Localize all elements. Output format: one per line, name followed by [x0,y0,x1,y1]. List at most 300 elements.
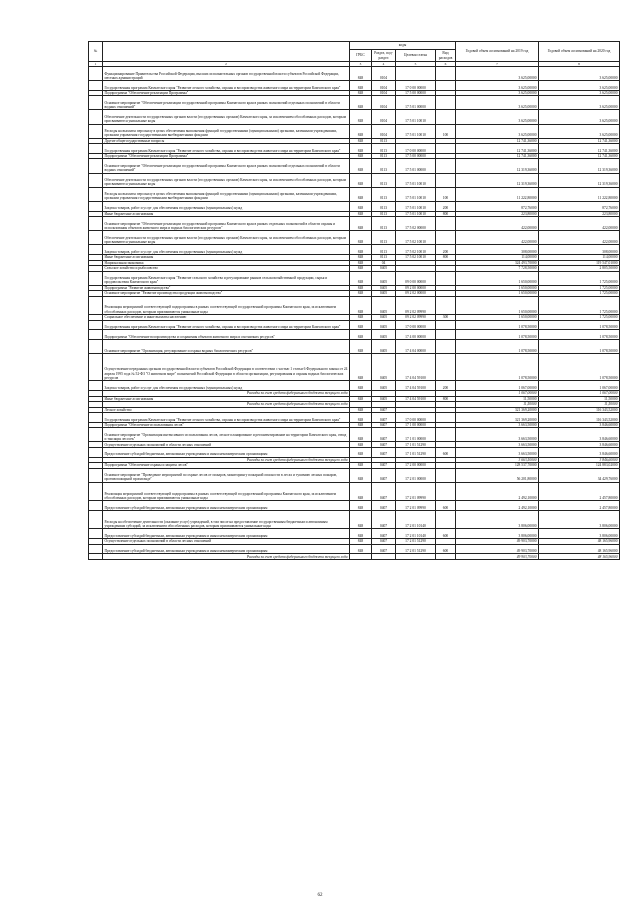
table-row [89,124,620,138]
row-2019: 3 663,50000 [456,447,539,457]
row-2020: 223,80000 [539,211,620,217]
row-number [89,187,103,201]
row-grbs: 848 [350,501,372,511]
row-celevaya: 17 5 01 00000 [396,159,436,173]
row-razdel: 0405 [372,291,396,297]
row-number [89,217,103,231]
row-vid: 600 [436,447,456,457]
row-razdel: 0407 [372,442,396,448]
row-celevaya: 17 1 01 51290 [396,447,436,457]
row-razdel: 0407 [372,463,396,469]
row-number [89,201,103,211]
row-2020: 12 741,36000 [539,144,620,154]
row-razdel: 0104 [372,110,396,124]
row-2020: 12 319,36000 [539,159,620,173]
row-razdel: 0405 [372,340,396,354]
codes-header: коды [350,42,456,50]
row-name: Предоставление субсидий бюджетным, автономным учреждениям и иным некоммерческим организациям [103,447,350,457]
row-2019: 1 078,50000 [456,340,539,354]
row-2019: 128 537,70000 [456,463,539,469]
column-number: 6 [436,62,456,67]
row-vid: 600 [436,501,456,511]
row-name: Закупка товаров, работ и услуг для обеспечения государственных (муниципальных) нужд [103,381,350,391]
row-name: Закупка товаров, работ и услуг для обеспечения государственных (муниципальных) нужд [103,201,350,211]
row-number [89,159,103,173]
row-celevaya: 17 0 00 00000 [396,81,436,91]
row-grbs: 848 [350,159,372,173]
row-2019: 1 067,00000 [456,381,539,391]
row-vid [436,330,456,340]
row-number [89,173,103,187]
row-razdel: 0113 [372,245,396,255]
row-name: Государственная программа Камчатского края "Развитие лесного хозяйства, охраны и воспроизводства животного мира на территории Камчатского края" [103,413,350,423]
row-2020: 11 222,80000 [539,187,620,201]
row-razdel: 0407 [372,468,396,482]
row-razdel: 0113 [372,144,396,154]
row-name: Иные бюджетные ассигнования [103,396,350,402]
row-celevaya: 17 5 00 00000 [396,153,436,159]
table-row [89,501,620,511]
row-celevaya: 09 2 00 00000 [396,285,436,291]
row-celevaya [396,67,436,81]
row-vid [436,144,456,154]
table-row [89,320,620,330]
row-razdel: 0113 [372,255,396,261]
row-2020: 422,00000 [539,217,620,231]
row-2020: 2 457,80000 [539,482,620,500]
row-celevaya: 17 5 01 00000 [396,96,436,110]
table-row [89,544,620,554]
row-razdel: 0407 [372,428,396,442]
row-2019: 49 903,70000 [456,544,539,554]
budget-table-sheet [88,41,619,560]
row-name: Социальное обеспечение и иные выплаты населению [103,315,350,321]
row-2020: 3 625,00000 [539,81,620,91]
row-razdel: 0113 [372,201,396,211]
row-2019: 1 650,00000 [456,285,539,291]
row-name: Подпрограмма "Обеспечение охраны и защиты лесов" [103,463,350,469]
row-2019: 3 625,00000 [456,90,539,96]
row-celevaya: 17 2 01 00000 [396,468,436,482]
row-grbs: 848 [350,413,372,423]
row-grbs: 848 [350,320,372,330]
row-2020: 12 741,36000 [539,153,620,159]
row-grbs: 848 [350,330,372,340]
col-celevaya-header: Целевая статья [396,50,436,62]
table-row [89,529,620,539]
row-grbs: 848 [350,381,372,391]
row-grbs: 848 [350,271,372,285]
row-name: Государственная программа Камчатского края "Развитие сельского хозяйства и регулирование рынков сельскохозяйственной продукции, сырья и продовольствия Камчатского края" [103,271,350,285]
row-2020: 12 319,36000 [539,173,620,187]
row-razdel [372,554,396,560]
row-grbs: 848 [350,231,372,245]
row-name: Основное мероприятие "Обеспечение реализации государственной программы Камчатского края в рамках полномочий отдельных полномочий в области водных отношений" [103,96,350,110]
row-vid: 200 [436,201,456,211]
row-vid [436,173,456,187]
row-celevaya: 17 5 02 10010 [396,245,436,255]
row-2019: 1 650,00000 [456,296,539,314]
row-grbs: 848 [350,245,372,255]
row-name: Другие общегосударственные вопросы [103,138,350,144]
table-row [89,447,620,457]
row-2020: 48 165,96000 [539,554,620,560]
row-2020: 3 846,60000 [539,457,620,463]
table-row [89,468,620,482]
row-2019: 1 078,50000 [456,354,539,381]
row-razdel: 0407 [372,482,396,500]
row-grbs: 848 [350,442,372,448]
row-grbs: 848 [350,447,372,457]
row-grbs: 848 [350,291,372,297]
row-name: Иные бюджетные ассигнования [103,255,350,261]
table-row [89,340,620,354]
row-number [89,96,103,110]
row-name: Иные бюджетные ассигнования [103,211,350,217]
col-razdel-header: Раздел, под-раздел [372,50,396,62]
row-vid: 600 [436,529,456,539]
row-razdel: 0113 [372,153,396,159]
row-razdel: 0405 [372,354,396,381]
row-name: Предоставление субсидий бюджетным, автономным учреждениям и иным некоммерческим организациям [103,529,350,539]
row-grbs: 848 [350,217,372,231]
row-vid: 100 [436,124,456,138]
row-vid [436,231,456,245]
row-2020: 124 883,02000 [539,463,620,469]
table-row [89,482,620,500]
row-2020: 1 078,50000 [539,330,620,340]
row-celevaya: 17 2 01 10140 [396,529,436,539]
row-razdel: 0407 [372,544,396,554]
row-2020: 3 625,00000 [539,96,620,110]
row-razdel: 0113 [372,173,396,187]
row-number [89,381,103,391]
row-vid: 800 [436,396,456,402]
table-row [89,217,620,231]
row-name: Предоставление субсидий бюджетным, автономным учреждениям и иным некоммерческим организациям [103,501,350,511]
row-2020: 422,00000 [539,231,620,245]
row-2020: 1 078,50000 [539,354,620,381]
table-row [89,381,620,391]
row-2019: 3 625,00000 [456,67,539,81]
row-razdel: 0405 [372,285,396,291]
row-celevaya: 17 2 01 09990 [396,482,436,500]
table-row [89,67,620,81]
row-2020: 34 429,76000 [539,468,620,482]
row-number [89,144,103,154]
row-razdel: 0405 [372,330,396,340]
table-row [89,271,620,285]
row-2019: 3 663,50000 [456,442,539,448]
row-grbs: 848 [350,296,372,314]
row-2020: 11,50000 [539,402,620,408]
column-number: 5 [396,62,436,67]
row-name: Основное мероприятие "Проведение мероприятий по охране лесов от пожаров, мониторингу пожарной опасности в лесах и тушению лесных пожаров, противопожарной пропаганде" [103,468,350,482]
row-celevaya: 17 4 00 00000 [396,330,436,340]
row-2019: 3 806,00000 [456,510,539,528]
row-2019: 3 663,50000 [456,428,539,442]
row-razdel: 04 [372,260,396,266]
row-number [89,67,103,81]
col-num-header: № [89,42,103,62]
table-row [89,554,620,560]
table-row [89,81,620,91]
row-2019: 1 078,50000 [456,320,539,330]
row-grbs: 848 [350,396,372,402]
row-grbs: 848 [350,468,372,482]
row-razdel: 0113 [372,138,396,144]
row-name: Основное мероприятие "Обеспечение реализации государственной программы Камчатского края в рамках отдельных полномочий в области охраны и использования объектов животного мира и водных биологических ресурсов" [103,217,350,231]
row-celevaya: 17 4 04 59100 [396,396,436,402]
row-name: Обеспечение деятельности государственных органов власти (государственных органов) Камчатского края, за исключением обособленных расходов, которым присваиваются уникальные коды [103,231,350,245]
row-vid [436,510,456,528]
row-2020: 3 625,00000 [539,110,620,124]
table-row [89,245,620,255]
row-2020: 11,50000 [539,396,620,402]
row-celevaya: 17 5 00 00000 [396,90,436,96]
column-number: 4 [372,62,396,67]
row-2020: 3 846,60000 [539,422,620,428]
row-grbs: 848 [350,260,372,266]
row-2019: 324 493,70000 [456,260,539,266]
row-2020: 3 806,00000 [539,529,620,539]
row-2019: 422,00000 [456,231,539,245]
row-name: Обеспечение деятельности государственных органов власти (государственных органов) Камчатского края, за исключением обособленных расходов, которым присваиваются уникальные коды [103,110,350,124]
row-razdel: 0407 [372,539,396,545]
row-2019: 321 369,20000 [456,413,539,423]
row-name: Государственная программа Камчатского края "Развитие лесного хозяйства, охраны и воспроизводства животного мира на территории Камчатского края" [103,81,350,91]
row-2020: 1 067,00000 [539,391,620,397]
row-grbs: 848 [350,201,372,211]
row-vid [436,96,456,110]
row-2020: 3 846,60000 [539,442,620,448]
row-name: Обеспечение деятельности государственных органов власти (государственных органов) Камчатского края, за исключением обособленных расходов, которым присваиваются уникальные коды [103,173,350,187]
row-name: Осуществление отдельных полномочий в области лесных отношений [103,442,350,448]
column-number: 2 [103,62,350,67]
row-number [89,428,103,442]
row-grbs: 848 [350,96,372,110]
row-name: Подпрограмма "Обеспечение реализации Программы" [103,90,350,96]
row-number [89,330,103,340]
row-vid: 300 [436,315,456,321]
row-2020: 3 806,00000 [539,510,620,528]
table-row [89,231,620,245]
row-name: Государственная программа Камчатского края "Развитие лесного хозяйства, охраны и воспроизводства животного мира на территории Камчатского края" [103,144,350,154]
row-2019: 12 741,36000 [456,153,539,159]
col-2019-header: Годовой объем ассигнований на 2019 год [456,42,539,62]
row-2020: 119 547,01000 [539,260,620,266]
row-name: Расходы на обеспечение деятельности (оказание услуг) учреждений, в том числе на предоставление государственным бюджетным и автономным учреждениям субсидий, за исключением обособленных расходов, которым присваиваются уникальные коды [103,510,350,528]
row-2019: 3 625,00000 [456,124,539,138]
row-grbs: 848 [350,90,372,96]
row-number [89,231,103,245]
row-grbs: 848 [350,510,372,528]
row-razdel: 0405 [372,296,396,314]
row-grbs: 848 [350,81,372,91]
row-name: Основное мероприятие "Развитие производства продукции животноводства" [103,291,350,297]
row-celevaya: 17 4 04 59100 [396,354,436,381]
row-razdel: 0405 [372,320,396,330]
row-2020: 48 165,96000 [539,539,620,545]
row-2019: 3 625,00000 [456,96,539,110]
row-name: Функционирование Правительства Российской Федерации, высших исполнительных органов государственной власти субъектов Российской Федерации, местных администраций [103,67,350,81]
row-vid: 600 [436,544,456,554]
row-celevaya: 17 0 00 00000 [396,413,436,423]
row-number [89,320,103,330]
row-celevaya: 17 2 01 09990 [396,501,436,511]
row-2020: 2 457,80000 [539,501,620,511]
row-razdel: 0113 [372,217,396,231]
row-celevaya: 17 5 01 10010 [396,201,436,211]
row-grbs: 848 [350,138,372,144]
row-grbs: 848 [350,482,372,500]
row-name: Расходы за счет средств федерального бюджета текущего года [103,402,350,408]
row-razdel: 0407 [372,422,396,428]
row-vid [436,271,456,285]
row-celevaya: 17 2 01 51290 [396,539,436,545]
row-celevaya: 17 0 00 00000 [396,320,436,330]
table-row [89,159,620,173]
row-vid [436,296,456,314]
row-name: Сельское хозяйство и рыболовство [103,266,350,272]
row-number [89,110,103,124]
row-razdel: 0104 [372,90,396,96]
row-2020: 3 846,60000 [539,428,620,442]
row-vid [436,428,456,442]
row-2019: 2 492,10000 [456,501,539,511]
row-2020: 48 165,96000 [539,544,620,554]
row-celevaya: 17 5 01 10010 [396,110,436,124]
table-row [89,96,620,110]
row-vid [436,340,456,354]
row-grbs: 848 [350,315,372,321]
row-name: Осуществление отдельных полномочий в области лесных отношений [103,539,350,545]
row-razdel: 0407 [372,501,396,511]
row-number [89,296,103,314]
row-vid: 100 [436,187,456,201]
row-number [89,529,103,539]
row-2019: 872,76000 [456,201,539,211]
row-grbs: 848 [350,544,372,554]
row-celevaya: 17 4 04 59100 [396,381,436,391]
row-name: Расходы за счет средств федерального бюджета текущего года [103,457,350,463]
row-celevaya: 17 5 02 10010 [396,255,436,261]
row-name: Расходы на выплаты персоналу в целях обеспечения выполнения функций государственными (муниципальными) органами, казенными учреждениями, органами управления государственными внебюджетными фондами [103,187,350,201]
row-grbs: 848 [350,110,372,124]
row-2019: 308,00000 [456,245,539,255]
row-2020: 308,00000 [539,245,620,255]
col-grbs-header: ГРБС [350,50,372,62]
row-2019: 3 625,00000 [456,110,539,124]
row-celevaya: 17 2 01 51290 [396,544,436,554]
row-number [89,271,103,285]
table-row [89,144,620,154]
column-number: 7 [456,62,539,67]
column-number: 1 [89,62,103,67]
row-grbs: 848 [350,407,372,413]
row-vid [436,110,456,124]
row-name: Реализация мероприятий соответствующей подпрограммы в рамках соответствующей государственной программы Камчатского края, за исключением обособленных расходов, которым присваиваются уникальные коды [103,296,350,314]
row-vid: 800 [436,211,456,217]
row-2020: 12 741,36000 [539,138,620,144]
row-vid [436,554,456,560]
row-2020: 1 078,50000 [539,320,620,330]
row-celevaya: 17 5 02 00000 [396,217,436,231]
row-number [89,510,103,528]
col-vid-header: Вид расходов [436,50,456,62]
row-razdel: 0407 [372,413,396,423]
row-grbs: 848 [350,340,372,354]
row-name: Основное мероприятие "Организация, регулирование и охрана водных биологических ресурсов" [103,340,350,354]
row-celevaya: 09 2 02 09990 [396,296,436,314]
row-name: Лесное хозяйство [103,407,350,413]
row-celevaya: 17 2 01 10140 [396,510,436,528]
row-name: Расходы за счет средств федерального бюджета текущего года [103,554,350,560]
row-razdel: 0113 [372,211,396,217]
row-vid [436,67,456,81]
row-2019: 223,80000 [456,211,539,217]
col-name-header [103,42,350,62]
row-grbs: 848 [350,144,372,154]
row-celevaya: 17 4 04 00000 [396,340,436,354]
row-grbs: 848 [350,67,372,81]
row-number [89,482,103,500]
row-name: Подпрограмма "Развитие животноводства" [103,285,350,291]
row-razdel: 0405 [372,396,396,402]
row-2020: 3 625,00000 [539,67,620,81]
row-2019: 2 492,10000 [456,482,539,500]
row-razdel: 0104 [372,67,396,81]
row-2019: 3 806,00000 [456,529,539,539]
row-celevaya: 17 5 01 10010 [396,173,436,187]
row-2020: 116 343,52000 [539,407,620,413]
row-grbs: 848 [350,463,372,469]
table-row [89,413,620,423]
column-number: 8 [539,62,620,67]
row-number [89,544,103,554]
row-number [89,468,103,482]
row-2020: 1 725,00000 [539,271,620,285]
row-2019: 7 728,50000 [456,266,539,272]
row-2019: 1 650,00000 [456,315,539,321]
row-grbs: 848 [350,173,372,187]
row-number [89,413,103,423]
row-2019: 11,50000 [456,396,539,402]
row-2019: 1 650,00000 [456,291,539,297]
row-2020: 1 725,00000 [539,291,620,297]
row-grbs: 848 [350,529,372,539]
row-celevaya: 17 1 01 00000 [396,428,436,442]
row-2019: 12 741,36000 [456,138,539,144]
row-vid [436,468,456,482]
row-grbs: 848 [350,354,372,381]
row-celevaya: 17 0 00 00000 [396,144,436,154]
row-celevaya: 17 5 01 10010 [396,211,436,217]
row-2019: 12 741,36000 [456,144,539,154]
row-grbs: 848 [350,422,372,428]
row-grbs: 848 [350,124,372,138]
row-2020: 1 725,00000 [539,315,620,321]
row-number [89,501,103,511]
row-celevaya: 17 1 00 00000 [396,422,436,428]
row-celevaya: 09 2 02 09990 [396,315,436,321]
row-grbs: 848 [350,266,372,272]
row-2020: 3 846,60000 [539,447,620,457]
row-grbs: 848 [350,211,372,217]
row-celevaya: 17 2 00 00000 [396,463,436,469]
row-2020: 1 725,00000 [539,285,620,291]
row-grbs: 848 [350,428,372,442]
